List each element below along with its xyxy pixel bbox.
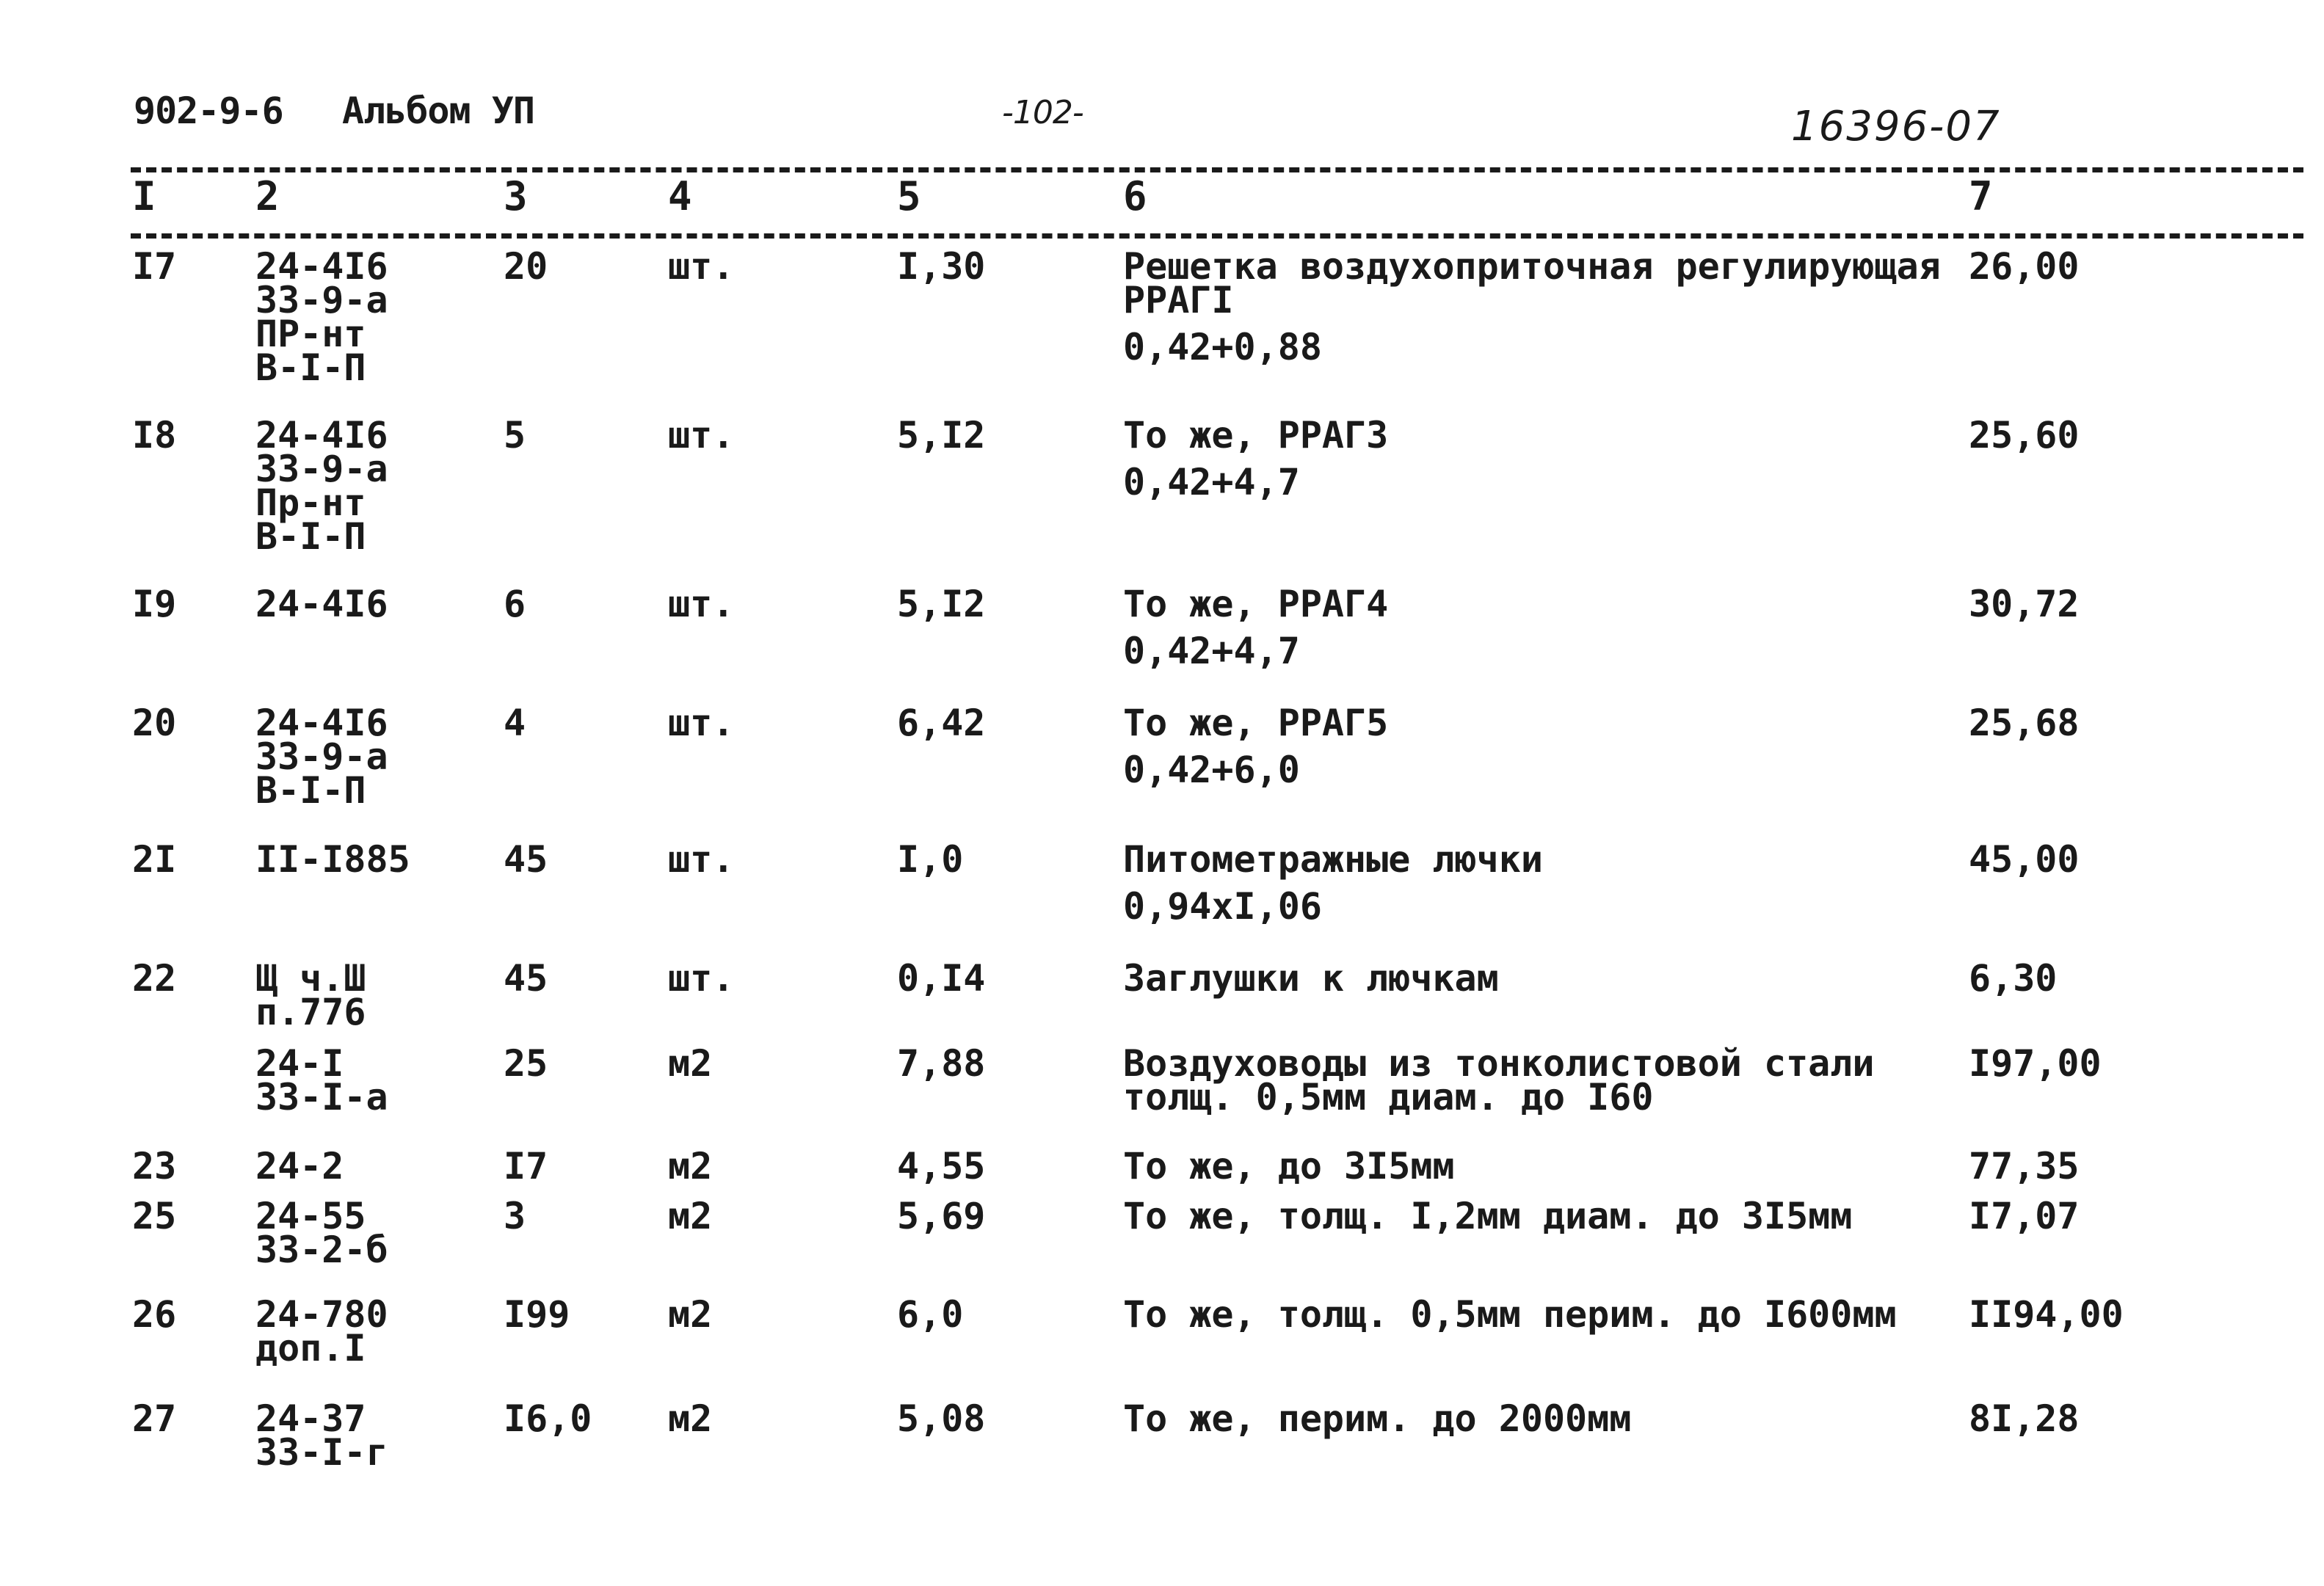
reference-code-line: 24-4I6 [255, 583, 388, 625]
quantity: 25 [504, 1042, 548, 1085]
unit: шт. [668, 957, 735, 1000]
description-line: То же, РРАГ3 [1123, 414, 1389, 456]
description-line: То же, толщ. 0,5мм перим. до I600мм [1123, 1293, 1897, 1336]
description [1123, 1397, 1632, 1440]
reference-code [255, 1042, 388, 1118]
reference-code-line: п.776 [255, 991, 366, 1033]
reference-code [255, 957, 366, 1033]
reference-code-line: 33-9-а [255, 279, 388, 321]
header-top-rule [131, 167, 2303, 172]
reference-code [255, 1397, 388, 1474]
quantity: 45 [504, 957, 548, 1000]
total-amount: 77,35 [1969, 1145, 2080, 1187]
unit-price: 5,69 [897, 1195, 986, 1237]
dimension-line: 0,42+6,0 [1123, 749, 1300, 791]
total-amount: 25,60 [1969, 414, 2080, 456]
row-number: 2I [132, 838, 177, 881]
reference-code-line: Щ ч.Ш [255, 957, 366, 1000]
description-line: Воздуховоды из тонколистовой стали [1123, 1042, 1875, 1085]
unit-price: 5,I2 [897, 583, 986, 625]
description-line: То же, до 3I5мм [1123, 1145, 1455, 1187]
row-number: 23 [132, 1145, 177, 1187]
unit: шт. [668, 838, 735, 881]
dimension-line: 0,42+0,88 [1123, 326, 1322, 368]
reference-code [255, 414, 388, 558]
total-amount: 6,30 [1969, 957, 2058, 1000]
description-line: То же, перим. до 2000мм [1123, 1397, 1632, 1440]
unit-price: 5,I2 [897, 414, 986, 456]
row-number: 22 [132, 957, 177, 1000]
description-line: То же, толщ. I,2мм диам. до 3I5мм [1123, 1195, 1853, 1237]
description-line: То же, РРАГ4 [1123, 583, 1389, 625]
unit: м2 [668, 1042, 713, 1085]
unit: м2 [668, 1397, 713, 1440]
reference-code-line: II-I885 [255, 838, 410, 881]
unit-price: 7,88 [897, 1042, 986, 1085]
reference-code [255, 702, 388, 812]
unit: м2 [668, 1195, 713, 1237]
quantity: I99 [504, 1293, 570, 1336]
unit: м2 [668, 1145, 713, 1187]
unit-price: 5,08 [897, 1397, 986, 1440]
row-number: 26 [132, 1293, 177, 1336]
reference-code [255, 838, 410, 881]
description [1123, 245, 1941, 368]
reference-code [255, 1195, 388, 1271]
total-amount: I97,00 [1969, 1042, 2102, 1085]
reference-code-line: 24-55 [255, 1195, 366, 1237]
column-header: 7 [1969, 173, 1993, 219]
reference-code-line: доп.I [255, 1327, 366, 1369]
reference-code-line: 33-I-г [255, 1431, 388, 1474]
page-number: -102- [1002, 94, 1083, 131]
unit: м2 [668, 1293, 713, 1336]
description [1123, 1293, 1897, 1336]
unit-price: I,30 [897, 245, 986, 288]
total-amount: 8I,28 [1969, 1397, 2080, 1440]
description [1123, 957, 1499, 1000]
reference-code [255, 245, 388, 389]
row-number: I7 [132, 245, 177, 288]
description-line: РРАГI [1123, 279, 1234, 321]
row-number: 20 [132, 702, 177, 744]
reference-code-line: 24-4I6 [255, 702, 388, 744]
row-number: 27 [132, 1397, 177, 1440]
description-line: толщ. 0,5мм диам. до I60 [1123, 1076, 1654, 1118]
unit: шт. [668, 245, 735, 288]
column-header: I [132, 173, 156, 219]
reference-code [255, 583, 388, 625]
column-header: 2 [255, 173, 280, 219]
document-number: 16396-07 [1791, 103, 2001, 150]
total-amount: 26,00 [1969, 245, 2080, 288]
reference-code-line: 24-4I6 [255, 414, 388, 456]
reference-code-line: Пр-нт [255, 481, 366, 524]
dimension-line: 0,94xI,06 [1123, 885, 1322, 928]
description [1123, 702, 1389, 791]
row-number: I9 [132, 583, 177, 625]
column-header: 4 [668, 173, 692, 219]
album-title: Альбом УП [342, 90, 534, 132]
unit: шт. [668, 702, 735, 744]
quantity: I7 [504, 1145, 548, 1187]
reference-code-line: 24-780 [255, 1293, 388, 1336]
reference-code-line: 33-9-а [255, 735, 388, 778]
row-number: I8 [132, 414, 177, 456]
unit-price: 0,I4 [897, 957, 986, 1000]
description [1123, 1145, 1455, 1187]
total-amount: 30,72 [1969, 583, 2080, 625]
unit: шт. [668, 414, 735, 456]
column-header: 5 [897, 173, 921, 219]
quantity: 3 [504, 1195, 526, 1237]
reference-code-line: 24-I [255, 1042, 344, 1085]
dimension-line: 0,42+4,7 [1123, 630, 1300, 672]
unit-price: 6,0 [897, 1293, 964, 1336]
reference-code-line: 24-2 [255, 1145, 344, 1187]
description-line: Питометражные лючки [1123, 838, 1543, 881]
reference-code-line: ПР-нт [255, 313, 366, 355]
description [1123, 414, 1389, 503]
description-line: Решетка воздухоприточная регулирующая [1123, 245, 1941, 288]
quantity: 6 [504, 583, 526, 625]
unit-price: I,0 [897, 838, 964, 881]
reference-code [255, 1145, 344, 1187]
unit-price: 6,42 [897, 702, 986, 744]
reference-code-line: 33-I-а [255, 1076, 388, 1118]
description [1123, 1042, 1875, 1118]
description-line: Заглушки к лючкам [1123, 957, 1499, 1000]
quantity: 4 [504, 702, 526, 744]
reference-code-line: В-I-П [255, 515, 366, 558]
row-number: 25 [132, 1195, 177, 1237]
reference-code [255, 1293, 388, 1369]
unit-price: 4,55 [897, 1145, 986, 1187]
reference-code-line: В-I-П [255, 346, 366, 389]
quantity: 20 [504, 245, 548, 288]
description-line: То же, РРАГ5 [1123, 702, 1389, 744]
total-amount: I7,07 [1969, 1195, 2080, 1237]
reference-code-line: 33-2-б [255, 1229, 388, 1271]
total-amount: II94,00 [1969, 1293, 2124, 1336]
reference-code-line: В-I-П [255, 769, 366, 812]
project-code: 902-9-6 [134, 90, 283, 132]
quantity: 45 [504, 838, 548, 881]
unit: шт. [668, 583, 735, 625]
quantity: 5 [504, 414, 526, 456]
column-header: 6 [1123, 173, 1147, 219]
total-amount: 45,00 [1969, 838, 2080, 881]
reference-code-line: 33-9-а [255, 448, 388, 490]
column-header: 3 [504, 173, 528, 219]
dimension-line: 0,42+4,7 [1123, 461, 1300, 503]
description [1123, 838, 1543, 928]
quantity: I6,0 [504, 1397, 592, 1440]
reference-code-line: 24-4I6 [255, 245, 388, 288]
description [1123, 1195, 1853, 1237]
total-amount: 25,68 [1969, 702, 2080, 744]
reference-code-line: 24-37 [255, 1397, 366, 1440]
description [1123, 583, 1389, 672]
header-bottom-rule [131, 233, 2303, 239]
